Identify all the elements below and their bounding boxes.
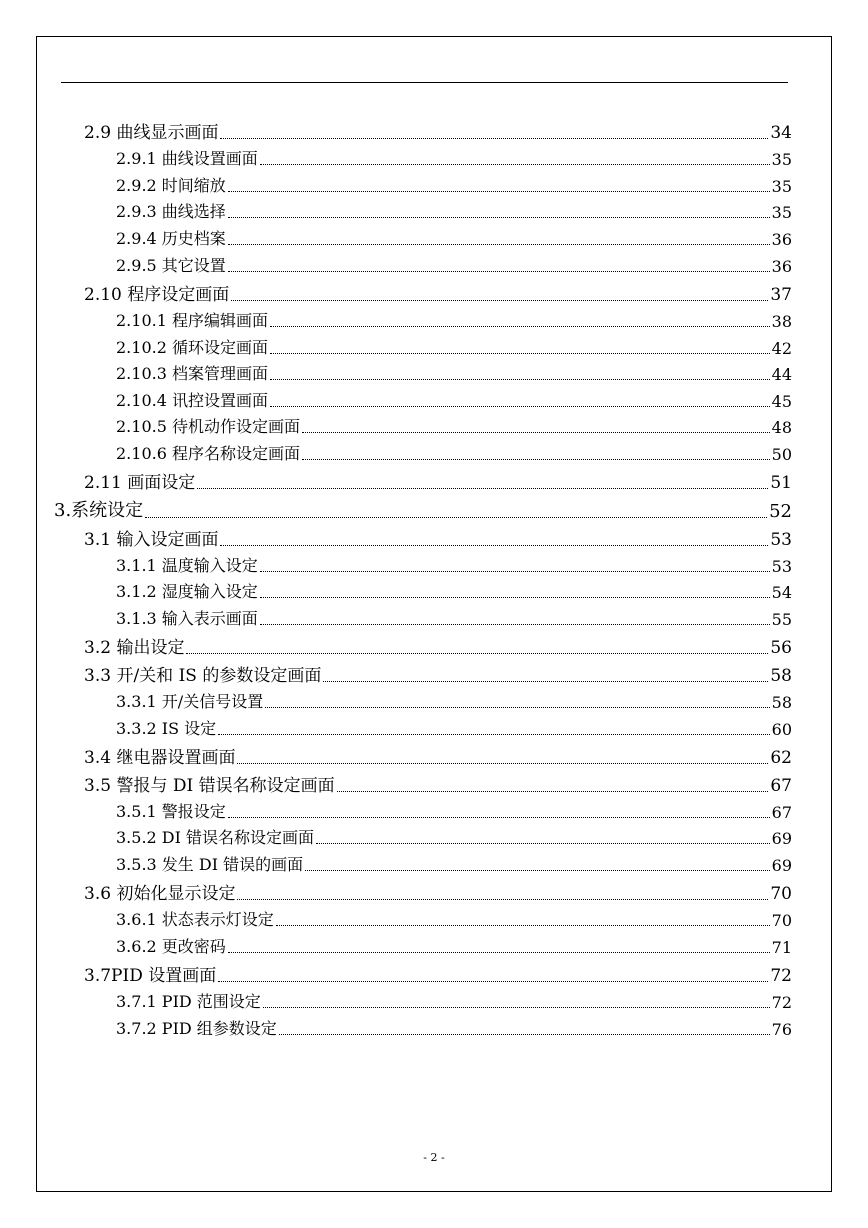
dot-leader — [220, 544, 768, 546]
toc-entry[interactable] — [54, 496, 792, 522]
dot-leader — [228, 816, 770, 818]
toc-entry-page: 44 — [771, 365, 792, 384]
toc-entry-title: 3.3.1 开/关信号设置 — [116, 692, 264, 711]
toc-entry[interactable] — [116, 825, 792, 848]
toc-entry-page: 69 — [771, 829, 792, 848]
toc-entry[interactable] — [116, 579, 792, 602]
dot-leader — [228, 243, 770, 245]
dot-leader — [279, 1033, 770, 1035]
toc-entry-page: 70 — [770, 884, 792, 904]
dot-leader — [220, 137, 768, 139]
toc-entry-page: 35 — [771, 150, 792, 169]
toc-entry-page: 76 — [771, 1020, 792, 1039]
dot-leader — [231, 299, 768, 301]
toc-entry-page: 72 — [771, 993, 792, 1012]
toc-entry-title: 2.9 曲线显示画面 — [84, 123, 219, 143]
dot-leader — [228, 270, 770, 272]
toc-entry-page: 36 — [771, 230, 792, 249]
toc-entry[interactable] — [116, 989, 792, 1012]
toc-entry-title: 2.9.1 曲线设置画面 — [116, 149, 258, 168]
toc-entry[interactable] — [116, 934, 792, 957]
toc-entry[interactable] — [116, 799, 792, 822]
toc-entry-page: 42 — [771, 339, 792, 358]
toc-entry-title: 3.5.3 发生 DI 错误的画面 — [116, 855, 304, 874]
toc-entry[interactable] — [116, 253, 792, 276]
toc-entry[interactable] — [116, 553, 792, 576]
toc-entry-page: 60 — [771, 720, 792, 739]
dot-leader — [263, 1006, 770, 1008]
toc-entry[interactable] — [116, 716, 792, 739]
dot-leader — [302, 431, 770, 433]
toc-entry-title: 2.10.4 讯控设置画面 — [116, 391, 268, 410]
toc-entry-title: 2.9.3 曲线选择 — [116, 202, 226, 221]
toc-entry-page: 36 — [771, 257, 792, 276]
toc-entry-page: 35 — [771, 177, 792, 196]
toc-entry[interactable] — [84, 468, 792, 493]
toc-entry-title: 2.10.6 程序名称设定画面 — [116, 444, 300, 463]
dot-leader — [316, 842, 770, 844]
toc-entry-title: 2.9.4 历史档案 — [116, 229, 226, 248]
dot-leader — [186, 652, 768, 654]
toc-entry-title: 3.1.1 温度输入设定 — [116, 556, 258, 575]
toc-entry[interactable] — [84, 661, 792, 686]
header-rule — [61, 82, 788, 83]
toc-entry-page: 37 — [770, 285, 792, 305]
toc-entry-title: 2.10.5 待机动作设定画面 — [116, 417, 300, 436]
toc-entry-title: 3.5.2 DI 错误名称设定画面 — [116, 828, 315, 847]
toc-entry-title: 3.系统设定 — [54, 500, 144, 521]
dot-leader — [270, 378, 770, 380]
toc-entry-page: 54 — [771, 583, 792, 602]
toc-entry[interactable] — [84, 118, 792, 143]
toc-entry[interactable] — [84, 743, 792, 768]
toc-entry-page: 45 — [771, 392, 792, 411]
toc-entry-title: 3.6 初始化显示设定 — [84, 884, 236, 904]
toc-entry[interactable] — [116, 441, 792, 464]
toc-entry-title: 3.1 输入设定画面 — [84, 530, 219, 550]
toc-entry-title: 3.3 开/关和 IS 的参数设定画面 — [84, 666, 322, 686]
toc-entry-page: 67 — [771, 803, 792, 822]
dot-leader — [270, 352, 770, 354]
toc-entry-page: 72 — [770, 966, 792, 986]
toc-entry[interactable] — [84, 280, 792, 305]
toc-entry-title: 3.6.2 更改密码 — [116, 937, 226, 956]
toc-entry[interactable] — [116, 689, 792, 712]
dot-leader — [302, 458, 770, 460]
toc-entry-title: 3.5 警报与 DI 错误名称设定画面 — [84, 776, 335, 796]
toc-entry-page: 58 — [770, 666, 792, 686]
toc-entry[interactable] — [116, 335, 792, 358]
dot-leader — [237, 762, 768, 764]
toc-entry-page: 35 — [771, 203, 792, 222]
dot-leader — [237, 898, 768, 900]
toc-entry-page: 69 — [771, 856, 792, 875]
toc-entry-page: 50 — [771, 445, 792, 464]
toc-entry[interactable] — [84, 771, 792, 796]
toc-entry-page: 58 — [771, 693, 792, 712]
toc-entry[interactable] — [116, 146, 792, 169]
toc-entry-title: 2.9.5 其它设置 — [116, 256, 226, 275]
toc-entry-page: 38 — [771, 312, 792, 331]
toc-entry-title: 2.10.1 程序编辑画面 — [116, 311, 268, 330]
toc-entry-title: 2.11 画面设定 — [84, 473, 196, 493]
dot-leader — [197, 487, 768, 489]
dot-leader — [260, 570, 770, 572]
toc-entry[interactable] — [116, 1016, 792, 1039]
toc-entry-title: 3.7.1 PID 范围设定 — [116, 992, 261, 1011]
toc-entry-title: 2.9.2 时间缩放 — [116, 176, 226, 195]
toc-entry-title: 3.1.3 输入表示画面 — [116, 609, 258, 628]
toc-entry-title: 2.10 程序设定画面 — [84, 285, 230, 305]
dot-leader — [337, 790, 769, 792]
toc-entry-page: 56 — [770, 638, 792, 658]
toc-entry-page: 34 — [770, 123, 792, 143]
toc-entry[interactable] — [116, 414, 792, 437]
toc-entry-title: 3.7.2 PID 组参数设定 — [116, 1019, 277, 1038]
toc-entry[interactable] — [84, 525, 792, 550]
toc-entry-page: 51 — [770, 473, 792, 493]
dot-leader — [228, 951, 770, 953]
toc-entry[interactable] — [116, 173, 792, 196]
toc-entry-title: 3.7PID 设置画面 — [84, 966, 217, 986]
toc-entry[interactable] — [116, 388, 792, 411]
dot-leader — [270, 405, 770, 407]
toc-entry-title: 3.1.2 湿度输入设定 — [116, 582, 258, 601]
dot-leader — [305, 869, 770, 871]
toc-entry-page: 62 — [770, 748, 792, 768]
toc-entry[interactable] — [116, 199, 792, 222]
dot-leader — [270, 325, 770, 327]
toc-entry-page: 48 — [771, 418, 792, 437]
toc-entry-page: 52 — [769, 501, 792, 522]
toc-entry-title: 3.5.1 警报设定 — [116, 802, 226, 821]
toc-entry-page: 70 — [771, 911, 792, 930]
dot-leader — [323, 680, 768, 682]
toc-entry[interactable] — [116, 308, 792, 331]
toc-entry-title: 3.4 继电器设置画面 — [84, 748, 236, 768]
toc-entry[interactable] — [116, 226, 792, 249]
toc-entry[interactable] — [84, 879, 792, 904]
toc-entry[interactable] — [116, 852, 792, 875]
toc-entry-page: 53 — [770, 530, 792, 550]
toc-entry[interactable] — [84, 961, 792, 986]
dot-leader — [228, 190, 770, 192]
toc-entry[interactable] — [116, 907, 792, 930]
toc-entry[interactable] — [116, 606, 792, 629]
dot-leader — [218, 733, 769, 735]
toc-entry-page: 55 — [771, 610, 792, 629]
toc-entry-title: 2.10.2 循环设定画面 — [116, 338, 268, 357]
page-number: - 2 - — [423, 1151, 445, 1164]
toc-entry-page: 71 — [771, 938, 792, 957]
toc-entry-page: 53 — [771, 557, 792, 576]
toc-entry[interactable] — [116, 361, 792, 384]
toc-entry-title: 3.6.1 状态表示灯设定 — [116, 910, 274, 929]
toc-entry[interactable] — [84, 633, 792, 658]
dot-leader — [218, 980, 768, 982]
dot-leader — [260, 623, 770, 625]
dot-leader — [260, 163, 770, 165]
toc-entry-title: 3.2 输出设定 — [84, 638, 185, 658]
dot-leader — [228, 216, 770, 218]
dot-leader — [265, 706, 769, 708]
toc-entry-title: 3.3.2 IS 设定 — [116, 719, 217, 738]
toc-entry-title: 2.10.3 档案管理画面 — [116, 364, 268, 383]
dot-leader — [276, 924, 770, 926]
dot-leader — [260, 596, 770, 598]
toc-entry-page: 67 — [770, 776, 792, 796]
dot-leader — [145, 516, 767, 518]
